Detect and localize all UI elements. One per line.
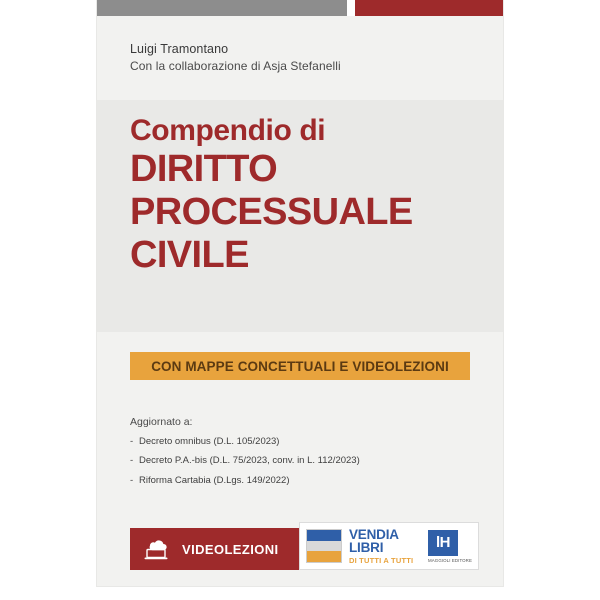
publisher-line-2: LIBRI [349,540,384,556]
title-line-4: CIVILE [130,234,249,277]
top-bar-grey [97,0,347,16]
list-item: - Riforma Cartabia (D.Lgs. 149/2022) [130,476,470,486]
list-item: - Decreto P.A.-bis (D.L. 75/2023, conv. in L. 112/2023) [130,456,470,466]
author-collaboration: Con la collaborazione di Asja Stefanelli [130,59,341,73]
publisher-mark-caption: MAGGIOLI EDITORE [428,557,472,563]
publisher-line-1: VENDIA [349,526,399,542]
videolezioni-badge [130,528,302,570]
flag-icon [306,529,342,563]
author-block [130,42,470,73]
author-name: Luigi Tramontano [130,42,229,56]
title-block [130,114,480,278]
features-banner [130,352,470,380]
publisher-mark [428,530,472,563]
title-line-3: PROCESSUALE [130,190,413,233]
top-bar-gap [347,0,355,16]
title-panel [97,100,503,332]
updates-block [130,416,470,495]
updates-label: Aggiornato a: [130,416,193,428]
book-cover [97,0,503,586]
publisher-tagline: DI TUTTI A TUTTI [349,555,414,565]
publisher-logo [299,522,479,570]
laptop-cloud-icon [130,528,182,570]
title-line-1: Compendio di [130,114,326,147]
list-item: - Decreto omnibus (D.L. 105/2023) [130,437,470,447]
title-line-2: DIRITTO [130,147,278,190]
videolezioni-label: VIDEOLEZIONI [182,541,279,557]
cover-top-bars [97,0,503,16]
features-banner-text: CON MAPPE CONCETTUALI E VIDEOLEZIONI [151,358,449,374]
publisher-wordmark [349,528,413,565]
top-bar-red [355,0,503,16]
publisher-mark-glyph: lH [428,530,458,556]
